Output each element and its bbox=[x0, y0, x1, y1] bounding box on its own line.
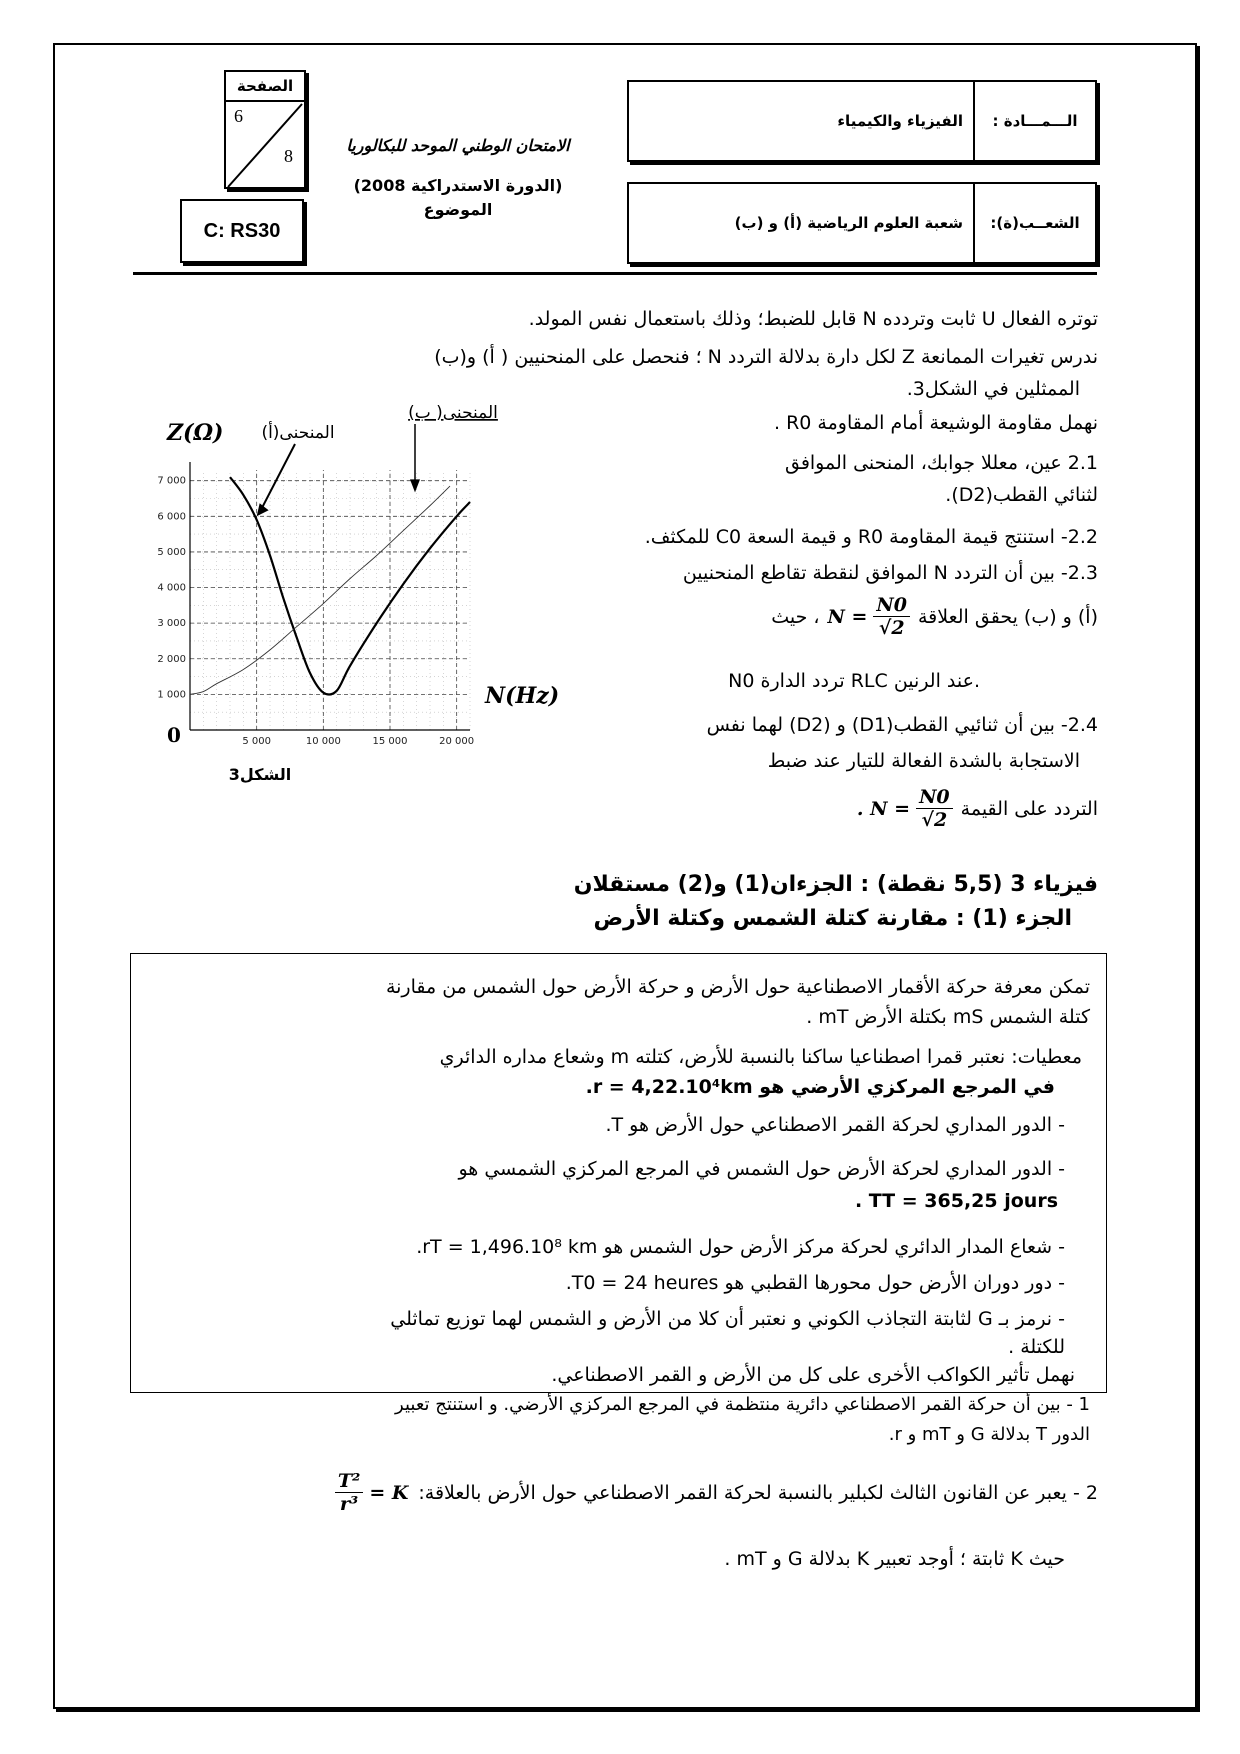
box-line-10: - نرمز بـ G لثابتة التجاذب الكوني و نعتبر أن كلا من الأرض و الشمس لهما توزيع تماثلي bbox=[390, 1308, 1065, 1330]
fraction-2 bbox=[916, 786, 953, 831]
question-2-4a: 2.4- بين أن ثنائيي القطب(D1) و (D2) لهما نفس bbox=[706, 714, 1098, 736]
part-1-heading: الجزء (1) : مقارنة كتلة الشمس وكتلة الأرض bbox=[593, 906, 1072, 931]
x-tick-label: 15 000 bbox=[372, 736, 408, 747]
kepler-fraction-den: r³ bbox=[339, 1493, 359, 1515]
y-tick-label: 4 000 bbox=[157, 582, 186, 594]
question-2-3c: N0 تردد الدارة RLC عند الرنين. bbox=[728, 670, 980, 692]
x-tick-label: 5 000 bbox=[242, 736, 271, 747]
kepler-line-2: حيث K ثابتة ؛ أوجد تعبير K بدلالة G و mT . bbox=[724, 1548, 1065, 1570]
fraction-1-num: N0 bbox=[873, 594, 910, 617]
box-line-1: تمكن معرفة حركة الأقمار الاصطناعية حول الأرض و حركة الأرض حول الشمس من مقارنة bbox=[385, 976, 1090, 998]
page-label: الصفحة bbox=[226, 72, 304, 102]
question-2-2: 2.2- استنتج قيمة المقاومة R0 و قيمة السعة C0 للمكثف. bbox=[644, 526, 1098, 548]
equation-n-2 bbox=[857, 786, 953, 831]
physics-3-heading: فيزياء 3 (5,5 نقطة) : الجزءان(1) و(2) مستقلان bbox=[573, 872, 1098, 897]
arrow-curve-a bbox=[259, 444, 295, 514]
question-2-1a: 2.1 عين، معللا جوابك، المنحنى الموافق bbox=[784, 452, 1098, 474]
equation-lhs-2: . N = bbox=[856, 797, 911, 820]
exam-topic: الموضوع bbox=[423, 200, 493, 219]
y-tick-label: 7 000 bbox=[157, 475, 186, 487]
y-tick-label: 1 000 bbox=[157, 689, 186, 701]
curve-b bbox=[190, 486, 450, 694]
arrowhead-curve-b bbox=[410, 479, 420, 492]
page-total: 8 bbox=[284, 146, 293, 166]
x-tick-label: 20 000 bbox=[439, 736, 475, 747]
kepler-fraction bbox=[335, 1470, 363, 1515]
box-line-12: نهمل تأثير الكواكب الأخرى على كل من الأرض و القمر الاصطناعي. bbox=[551, 1364, 1075, 1386]
box-line-8: - شعاع المدار الدائري لحركة مركز الأرض حول الشمس هو rT = 1,496.10⁸ km. bbox=[416, 1236, 1065, 1258]
box-line-9: - دور دوران الأرض حول محورها القطبي هو T0 = 24 heures. bbox=[565, 1272, 1065, 1294]
box-line-7: . TT = 365,25 jours bbox=[854, 1190, 1058, 1212]
exam-code-box bbox=[180, 199, 304, 263]
header-separator bbox=[133, 272, 1097, 275]
legend-curve-a: المنحنى(أ) bbox=[261, 423, 335, 443]
question-2-3a: 2.3- بين أن التردد N الموافق لنقطة تقاطع المنحنيين bbox=[682, 562, 1098, 584]
equation-lhs-1: N = bbox=[827, 605, 868, 628]
box-line-2: كتلة الشمس mS بكتلة الأرض mT . bbox=[806, 1006, 1090, 1028]
kepler-equation bbox=[335, 1470, 409, 1515]
page-number: 6 bbox=[234, 106, 243, 126]
kepler-row bbox=[335, 1470, 1098, 1515]
intro-line-2: ندرس تغيرات الممانعة Z لكل دارة بدلالة التردد N ؛ فنحصل على المنحنيين ( أ) و(ب) bbox=[434, 346, 1098, 368]
question-2-4c-row bbox=[857, 786, 1098, 831]
question-2-4c: التردد على القيمة bbox=[960, 797, 1098, 820]
legend-curve-b: المنحنى( ب) bbox=[408, 403, 498, 423]
kepler-fraction-num: T² bbox=[335, 1470, 363, 1493]
fraction-1 bbox=[873, 594, 910, 639]
equation-n-1 bbox=[828, 594, 911, 639]
chart-labels bbox=[157, 403, 559, 784]
box-line-5: - الدور المداري لحركة القمر الاصطناعي حول الأرض هو T. bbox=[605, 1114, 1065, 1136]
exam-title: الامتحان الوطني الموحد للبكالوريا bbox=[346, 136, 570, 155]
y-tick-label: 6 000 bbox=[157, 511, 186, 523]
impedance-chart bbox=[157, 403, 560, 840]
question-2-3b: (أ) و (ب) يحقق العلاقة bbox=[918, 605, 1098, 628]
question-2-3b-row bbox=[771, 594, 1098, 639]
y-tick-label: 2 000 bbox=[157, 653, 186, 665]
intro-line-4: نهمل مقاومة الوشيعة أمام المقاومة R0 . bbox=[773, 412, 1098, 434]
chart-title: الشكل3 bbox=[228, 765, 292, 784]
subject-label: الـــمـــادة : bbox=[973, 82, 1095, 160]
box-line-3: معطيات: نعتبر قمرا اصطناعيا ساكنا بالنسبة للأرض، كتلته m وشعاع مداره الدائري bbox=[439, 1046, 1082, 1068]
y-axis-label: Z(Ω) bbox=[167, 420, 224, 446]
x-tick-label: 10 000 bbox=[305, 736, 341, 747]
fraction-2-num: N0 bbox=[916, 786, 953, 809]
y-tick-label: 5 000 bbox=[157, 546, 186, 558]
fraction-2-den: √2 bbox=[921, 809, 948, 831]
x-axis-label: N(Hz) bbox=[485, 683, 560, 709]
question-2-1b: لثنائي القطب(D2). bbox=[945, 484, 1098, 506]
branch-value: شعبة العلوم الرياضية (أ) و (ب) bbox=[734, 214, 963, 232]
intro-line-1: توتره الفعال U ثابت وتردده N قابل للضبط؛ وذلك باستعمال نفس المولد. bbox=[528, 308, 1098, 330]
box-line-6: - الدور المداري لحركة الأرض حول الشمس في المرجع المركزي الشمسي هو bbox=[458, 1158, 1065, 1180]
box-line-11: للكتلة . bbox=[1008, 1336, 1065, 1358]
branch-label: الشعــب(ة): bbox=[973, 184, 1095, 262]
exam-session: (الدورة الاستدراكية 2008) bbox=[353, 176, 563, 195]
subject-box bbox=[627, 80, 1097, 162]
box-line-14: الدور T بدلالة G و mT و r. bbox=[888, 1424, 1090, 1445]
fraction-1-den: √2 bbox=[878, 617, 905, 639]
kepler-line-1: 2 - يعبر عن القانون الثالث لكبلير بالنسبة لحركة القمر الاصطناعي حول الأرض بالعلاقة: bbox=[418, 1481, 1098, 1504]
chart-grid bbox=[190, 470, 470, 730]
question-2-3b2: ، حيث bbox=[771, 605, 820, 628]
intro-line-3: الممثلين في الشكل3. bbox=[906, 378, 1080, 400]
chart-axes bbox=[190, 462, 470, 730]
origin-label: 0 bbox=[167, 723, 181, 747]
subject-value: الفيزياء والكيمياء bbox=[837, 112, 963, 130]
chart-curves bbox=[190, 477, 470, 694]
box-line-13: 1 - بين أن حركة القمر الاصطناعي دائرية منتظمة في المرجع المركزي الأرضي. و استنتج تعبير bbox=[395, 1394, 1090, 1415]
branch-box bbox=[627, 182, 1097, 264]
question-2-4b: الاستجابة بالشدة الفعالة للتيار عند ضبط bbox=[767, 750, 1080, 772]
y-tick-label: 3 000 bbox=[157, 618, 186, 630]
kepler-eq-rhs: = K bbox=[369, 1481, 409, 1504]
box-line-4: في المرجع المركزي الأرضي هو r = 4,22.10⁴km. bbox=[585, 1076, 1055, 1098]
page-number-box bbox=[224, 70, 306, 189]
exam-code: C: RS30 bbox=[203, 219, 281, 242]
